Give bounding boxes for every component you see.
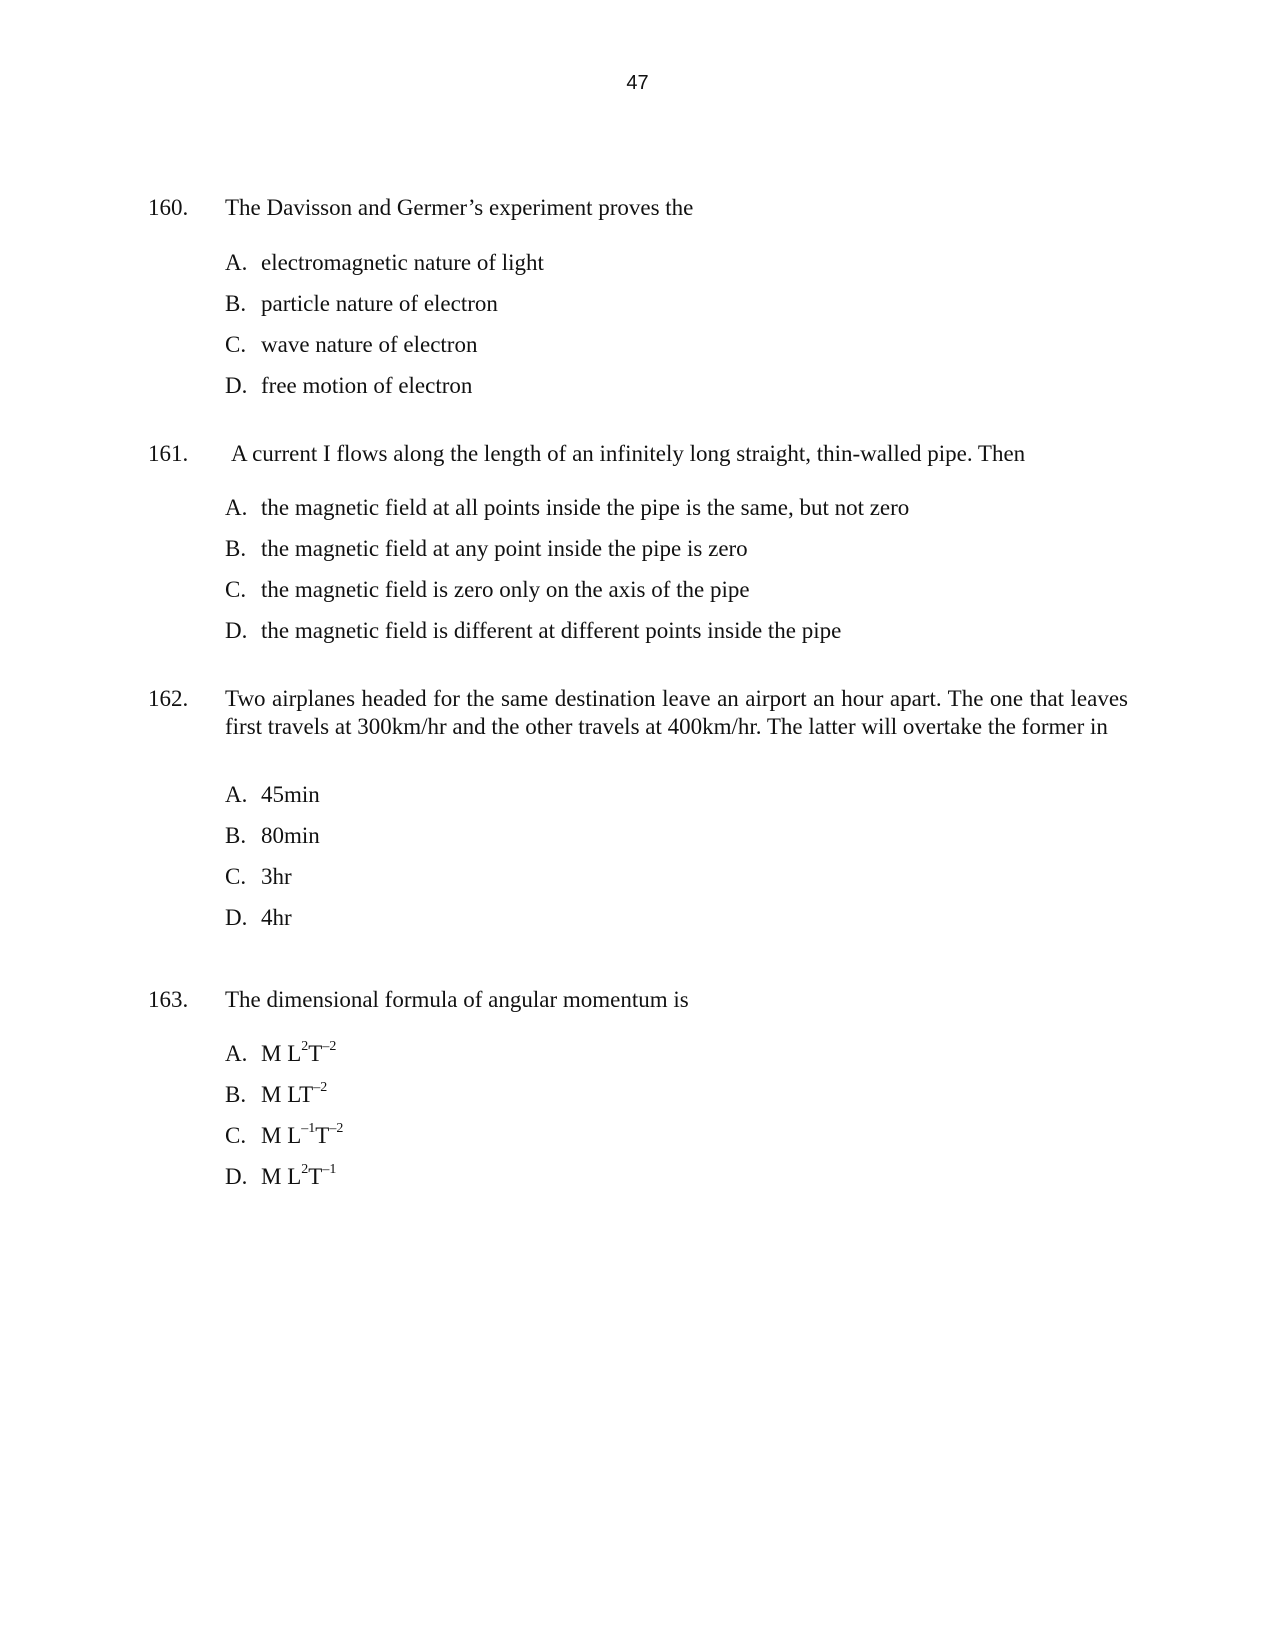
option-d (225, 904, 1128, 932)
formula-base: M L (261, 1041, 302, 1066)
option-formula (261, 1163, 336, 1191)
formula-exponent: –2 (322, 1039, 337, 1054)
formula-base: T (308, 1164, 323, 1189)
page-number: 47 (626, 72, 649, 94)
option-letter: D. (225, 618, 248, 643)
option-d (225, 372, 1128, 400)
formula-exponent: –1 (301, 1121, 316, 1136)
option-a (225, 1040, 1128, 1068)
option-letter: A. (225, 495, 248, 520)
option-letter: D. (225, 373, 248, 398)
option-text: the magnetic field is zero only on the axis of the pipe (261, 577, 750, 602)
option-text: the magnetic field is different at different points inside the pipe (261, 618, 842, 643)
formula-base: M L (261, 1164, 302, 1189)
formula-exponent: 2 (301, 1039, 309, 1054)
option-text: 3hr (261, 864, 292, 889)
option-text: the magnetic field at any point inside the pipe is zero (261, 536, 748, 561)
question-number: 160. (148, 195, 189, 220)
question-text: The Davisson and Germer’s experiment proves the (225, 195, 694, 220)
option-formula (261, 1081, 327, 1109)
option-d (225, 617, 1128, 645)
option-formula (261, 1040, 336, 1068)
question-162 (148, 685, 1128, 932)
option-text: wave nature of electron (261, 332, 478, 357)
formula-exponent: –2 (313, 1080, 328, 1095)
option-letter: A. (225, 250, 248, 275)
question-163 (148, 986, 1128, 1191)
option-a (225, 494, 1128, 522)
option-letter: C. (225, 332, 247, 357)
option-letter: B. (225, 536, 247, 561)
option-text: 80min (261, 823, 320, 848)
question-number: 163. (148, 987, 189, 1012)
option-letter: C. (225, 577, 247, 602)
option-letter: D. (225, 1164, 248, 1189)
option-letter: A. (225, 782, 248, 807)
question-text: The dimensional formula of angular momentum is (225, 987, 689, 1012)
formula-base: M L (261, 1123, 302, 1148)
option-letter: B. (225, 291, 247, 316)
option-text: electromagnetic nature of light (261, 250, 544, 275)
question-161 (148, 440, 1128, 645)
option-a (225, 781, 1128, 809)
option-letter: C. (225, 1123, 247, 1148)
options-list (225, 781, 1128, 932)
question-number: 161. (148, 441, 189, 466)
option-c (225, 1122, 1128, 1150)
option-c (225, 576, 1128, 604)
formula-base: T (308, 1041, 323, 1066)
option-letter: B. (225, 823, 247, 848)
option-text: free motion of electron (261, 373, 473, 398)
formula-base: M LT (261, 1082, 314, 1107)
option-text: the magnetic field at all points inside the pipe is the same, but not zero (261, 495, 910, 520)
question-160 (148, 194, 1128, 400)
formula-exponent: –2 (329, 1121, 344, 1136)
option-d (225, 1163, 1128, 1191)
option-letter: D. (225, 905, 248, 930)
option-b (225, 290, 1128, 318)
option-formula (261, 1122, 343, 1150)
option-text: 4hr (261, 905, 292, 930)
option-letter: B. (225, 1082, 247, 1107)
options-list (225, 494, 1128, 645)
option-text: 45min (261, 782, 320, 807)
option-letter: C. (225, 864, 247, 889)
question-number: 162. (148, 686, 189, 711)
formula-exponent: 2 (301, 1162, 309, 1177)
formula-base: T (315, 1123, 330, 1148)
options-list (225, 249, 1128, 400)
option-b (225, 822, 1128, 850)
option-b (225, 535, 1128, 563)
option-letter: A. (225, 1041, 248, 1066)
question-text: A current I flows along the length of an infinitely long straight, thin-walled pipe. Then (231, 441, 1026, 466)
option-text: particle nature of electron (261, 291, 498, 316)
option-a (225, 249, 1128, 277)
formula-exponent: –1 (322, 1162, 337, 1177)
option-c (225, 863, 1128, 891)
option-c (225, 331, 1128, 359)
options-list (225, 1040, 1128, 1191)
question-text: Two airplanes headed for the same destination leave an airport an hour apart. The one that leaves first travels at 300km/hr and the other travels at 400km/hr. The latter will overtake the former in (225, 686, 1128, 739)
option-b (225, 1081, 1128, 1109)
